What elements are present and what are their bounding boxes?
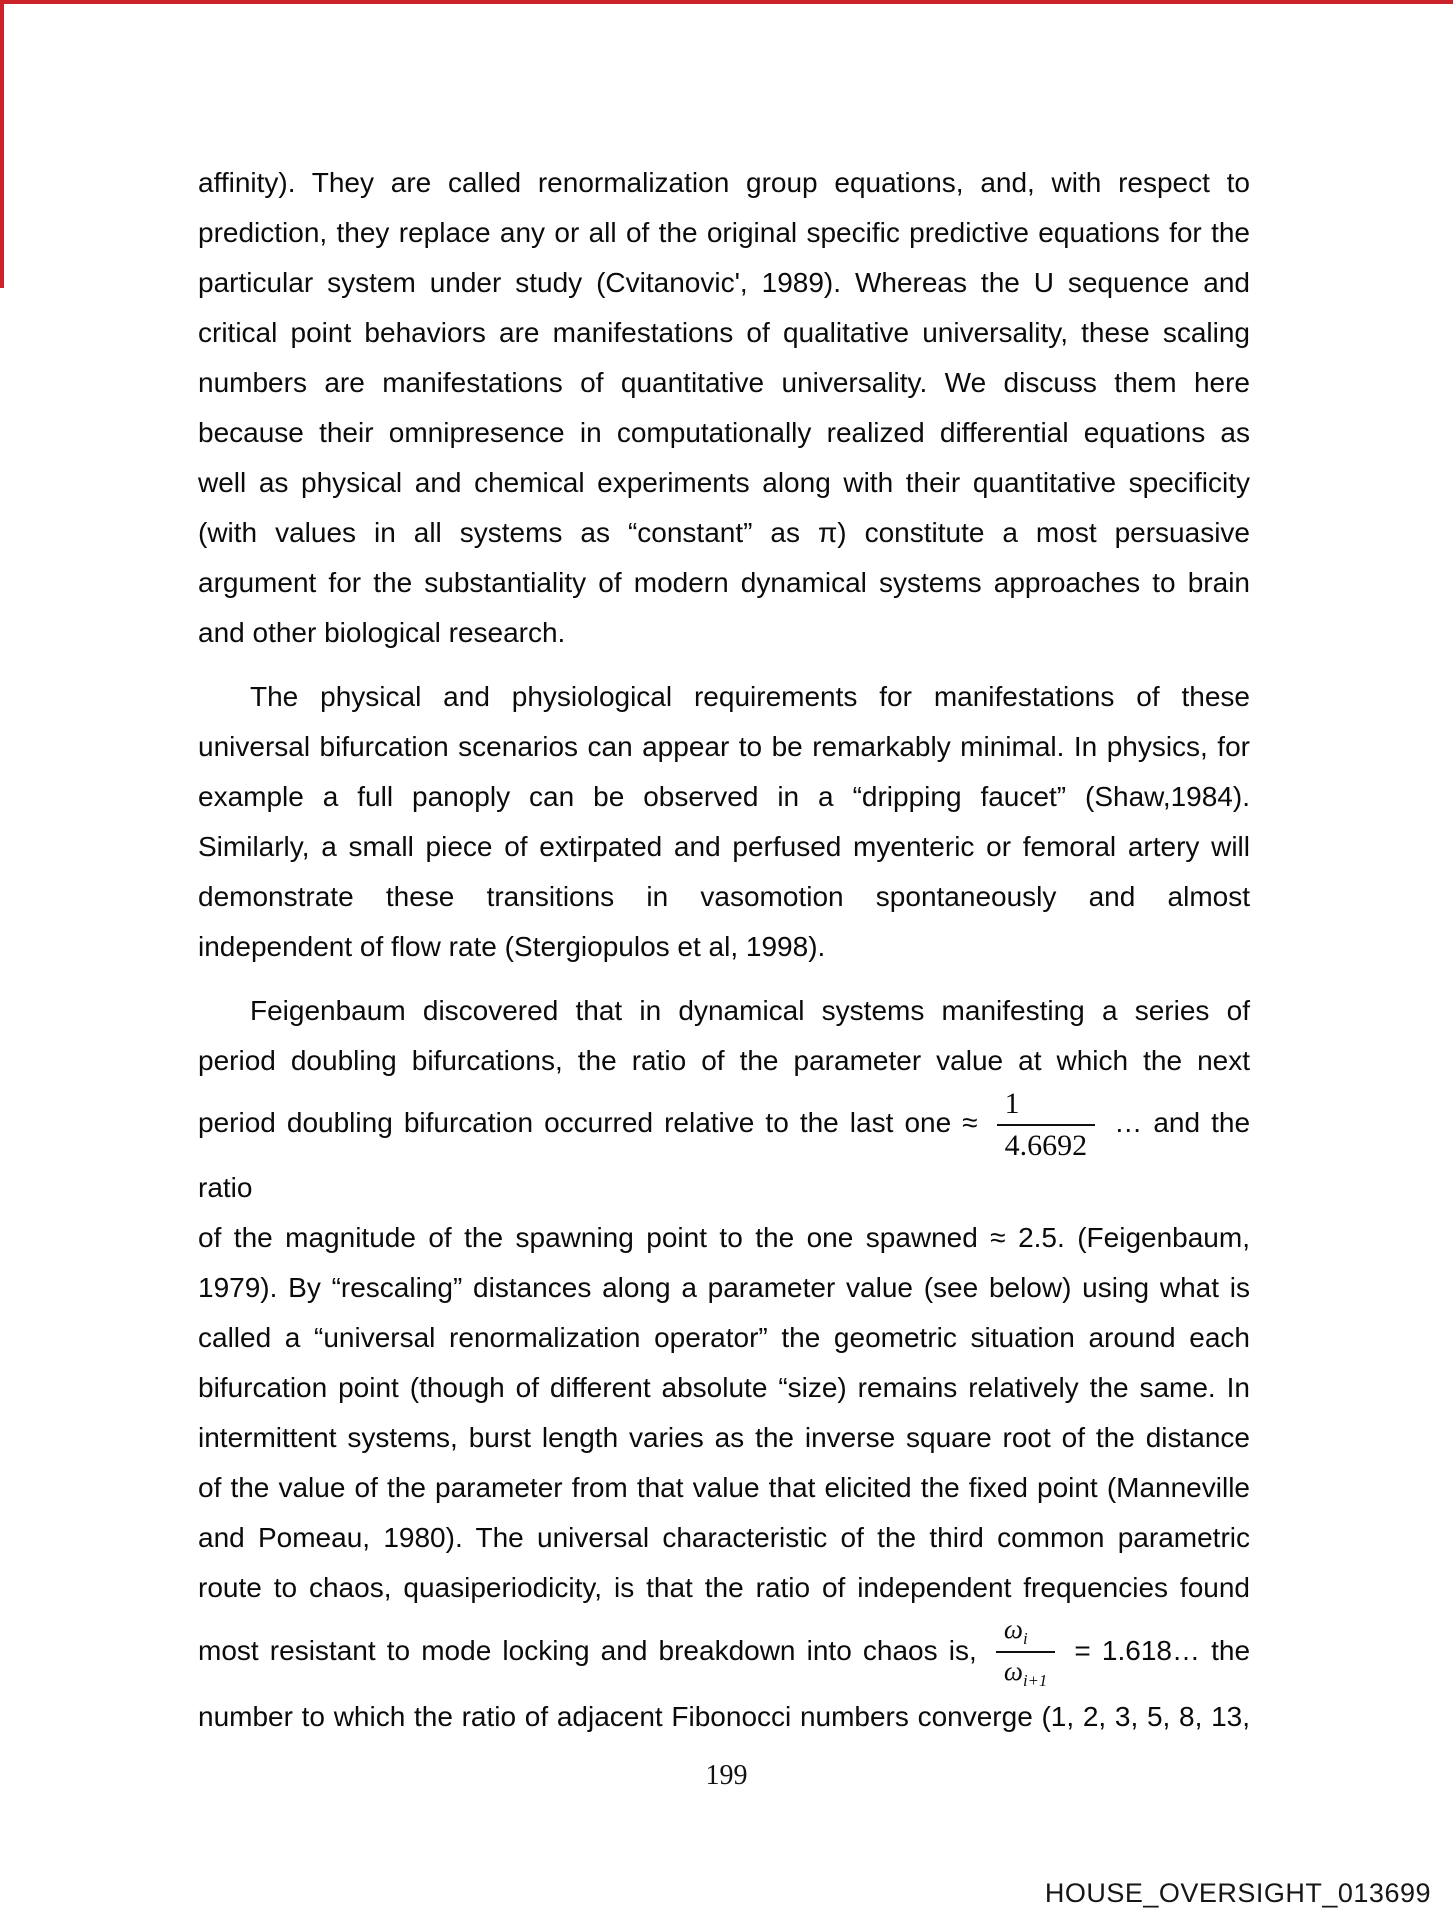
- text-line: because their omnipresence in computationally realized differential equations as: [198, 417, 1250, 448]
- body-text: [198, 158, 1250, 1756]
- math-text-after: … and the ratio: [198, 1106, 1251, 1203]
- bates-stamp: HOUSE_OVERSIGHT_013699: [1044, 1878, 1431, 1908]
- text-line: The physical and physiological requirements for manifestations of these: [250, 681, 1250, 712]
- text-line: (with values in all systems as “constant” as π) constitute a most persuasive: [198, 517, 1250, 548]
- text-line: bifurcation point (though of different absolute “size) remains relatively the same. In: [198, 1372, 1250, 1403]
- text-line: affinity). They are called renormalization group equations, and, with respect to: [198, 167, 1250, 198]
- math-text-after: = 1.618… the: [1074, 1634, 1251, 1666]
- text-line: 1979). By “rescaling” distances along a parameter value (see below) using what is: [198, 1272, 1250, 1303]
- text-line: particular system under study (Cvitanovic', 1989). Whereas the U sequence and: [198, 267, 1250, 298]
- subscript: i: [1022, 1628, 1028, 1648]
- text-line: called a “universal renormalization operator” the geometric situation around each: [198, 1322, 1250, 1353]
- text-line: universal bifurcation scenarios can appear to be remarkably minimal. In physics, for: [198, 731, 1250, 762]
- subscript: i+1: [1022, 1671, 1048, 1691]
- math-line: [198, 1086, 1250, 1213]
- math-line: [198, 1613, 1250, 1692]
- text-line: well as physical and chemical experiments along with their quantitative specificity: [198, 467, 1250, 498]
- text-line: Similarly, a small piece of extirpated and perfused myenteric or femoral artery will: [198, 831, 1250, 862]
- text-line: route to chaos, quasiperiodicity, is that the ratio of independent frequencies found: [198, 1572, 1250, 1603]
- text-line: critical point behaviors are manifestations of qualitative universality, these scaling: [198, 317, 1250, 348]
- page-number: 199: [705, 1760, 748, 1791]
- text-line: intermittent systems, burst length varies as the inverse square root of the distance: [198, 1422, 1250, 1453]
- text-line: numbers are manifestations of quantitative universality. We discuss them here: [198, 367, 1250, 398]
- paragraph: [198, 986, 1250, 1742]
- fraction-num: 1: [997, 1086, 1096, 1126]
- math-text-before: period doubling bifurcation occurred relative to the last one ≈: [198, 1106, 978, 1138]
- fraction-den: 4.6692: [1004, 1128, 1088, 1162]
- paragraph: [198, 672, 1250, 972]
- text-line: of the value of the parameter from that value that elicited the fixed point (Manneville: [198, 1472, 1250, 1503]
- fraction-omega: [996, 1613, 1055, 1692]
- text-line: number to which the ratio of adjacent Fibonocci numbers converge (1, 2, 3, 5, 8, 13,: [198, 1700, 1250, 1732]
- text-line: and other biological research.: [198, 617, 566, 648]
- text-line: demonstrate these transitions in vasomotion spontaneously and almost: [198, 881, 1250, 912]
- text-line: period doubling bifurcations, the ratio of the parameter value at which the next: [198, 1045, 1250, 1076]
- text-line: of the magnitude of the spawning point to the one spawned ≈ 2.5. (Feigenbaum,: [198, 1222, 1250, 1253]
- fraction-den: $\omega_{i+1}$: [1003, 1656, 1048, 1691]
- text-line: argument for the substantiality of modern dynamical systems approaches to brain: [198, 567, 1250, 598]
- text-line: Feigenbaum discovered that in dynamical systems manifesting a series of: [250, 995, 1250, 1026]
- scan-artifact-left-line: [0, 0, 4, 288]
- math-text-before: most resistant to mode locking and breakdown into chaos is,: [198, 1634, 977, 1666]
- paragraph: [198, 158, 1250, 658]
- scan-artifact-top-line: [0, 0, 1453, 4]
- fraction-feigenbaum: [997, 1086, 1096, 1163]
- fraction-num: $\omega_i$: [996, 1613, 1055, 1653]
- text-line: and Pomeau, 1980). The universal characteristic of the third common parametric: [198, 1522, 1250, 1553]
- text-line: example a full panoply can be observed in a “dripping faucet” (Shaw,1984).: [198, 781, 1250, 812]
- text-line: independent of flow rate (Stergiopulos et al, 1998).: [198, 931, 826, 962]
- text-line: prediction, they replace any or all of the original specific predictive equations for the: [198, 217, 1250, 248]
